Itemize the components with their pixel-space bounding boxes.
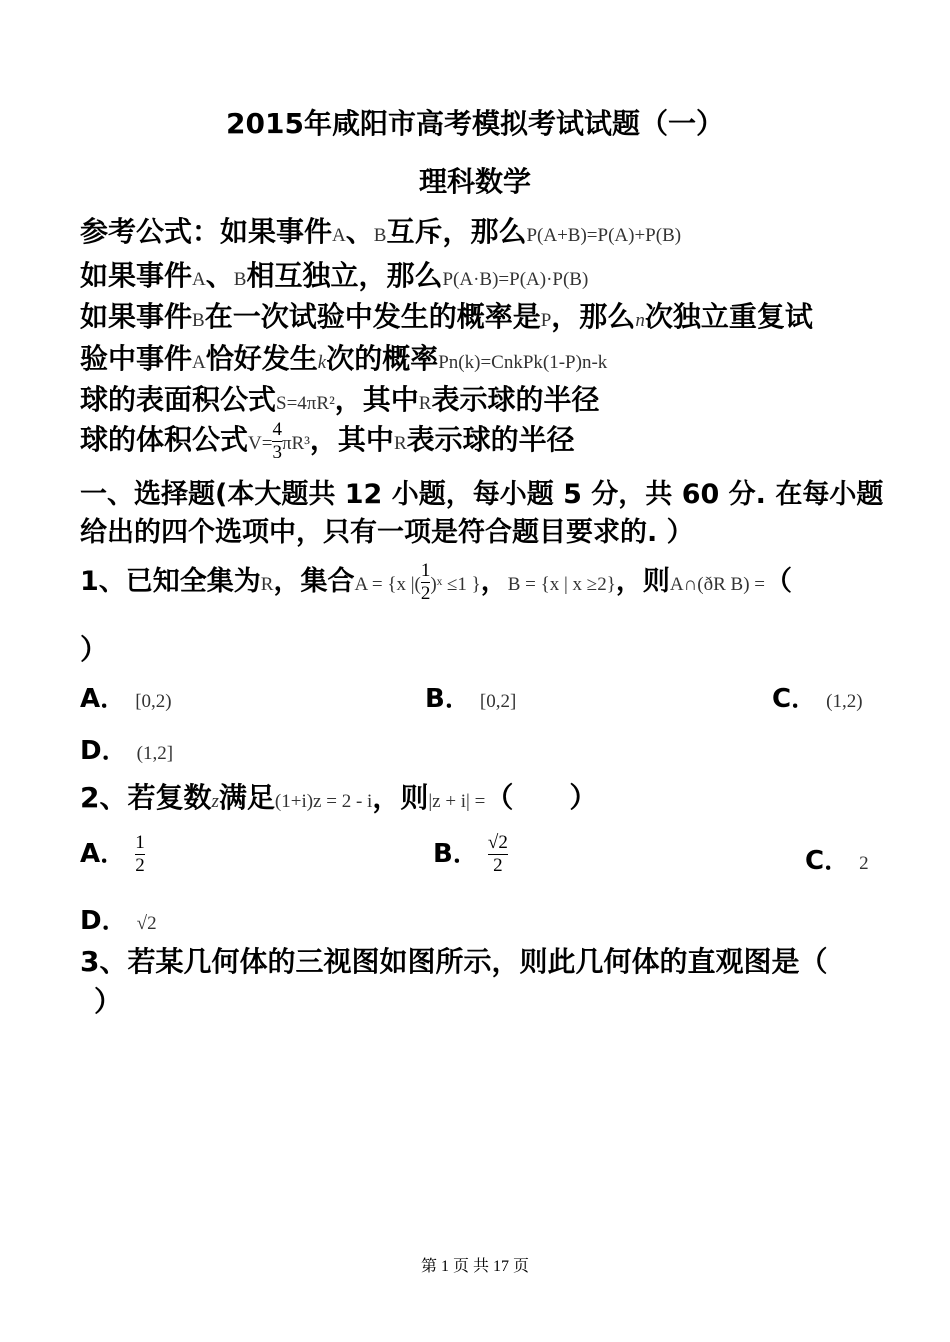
condition: (1+i)z = 2 - i xyxy=(274,791,373,812)
formula-text: 如果事件 xyxy=(80,300,193,333)
separator: 、 xyxy=(345,215,374,248)
formula-line-5 xyxy=(80,378,599,418)
option-value: [0,2) xyxy=(135,691,172,712)
exam-title: 2015年咸阳市高考模拟考试试题（一） xyxy=(226,107,724,140)
option-value: 2 xyxy=(859,853,869,874)
formula-text: 如果事件 xyxy=(80,259,193,292)
question-2 xyxy=(80,776,597,816)
fraction xyxy=(135,832,145,877)
formula-text: 表示球的半径 xyxy=(406,423,575,456)
page-footer: 第 1 页 共 17 页 xyxy=(420,1258,529,1275)
event-b: B xyxy=(233,269,247,290)
option-label: B． xyxy=(425,684,471,714)
option-label: D． xyxy=(80,736,128,766)
formula-line-4 xyxy=(80,337,607,377)
question-3: 3、若某几何体的三视图如图所示，则此几何体的直观图是（ xyxy=(80,945,828,978)
event-b: B xyxy=(373,225,387,246)
q1-option-c[interactable] xyxy=(772,678,863,715)
section-header-line-1: 一、选择题(本大题共 12 小题，每小题 5 分，共 60 分. 在每小题 xyxy=(80,479,884,510)
event-b: B xyxy=(192,310,205,331)
option-value: (1,2] xyxy=(136,743,174,764)
fraction-numerator: 1 xyxy=(135,832,145,853)
q2-option-d[interactable] xyxy=(80,900,157,937)
q1-option-a[interactable] xyxy=(80,678,172,715)
var-r: R xyxy=(260,574,274,595)
q1-option-d[interactable] xyxy=(80,730,173,767)
separator: 、 xyxy=(205,259,234,292)
formula-text: 恰好发生 xyxy=(205,342,318,375)
fraction xyxy=(488,832,508,877)
formula-math: P(A+B)=P(A)+P(B) xyxy=(526,225,682,246)
formula-text: 球的表面积公式 xyxy=(80,383,277,416)
option-value: √2 xyxy=(136,913,157,934)
formula-text: 互斥，那么 xyxy=(386,215,527,248)
answer-paren: （ ） xyxy=(485,781,598,814)
formula-text: 次独立重复试 xyxy=(644,300,813,333)
fraction-denominator: 3 xyxy=(272,441,282,463)
fraction-denominator: 2 xyxy=(135,855,145,876)
fraction xyxy=(272,419,282,464)
question-text: 2、若复数 xyxy=(80,781,212,814)
option-label: A． xyxy=(80,839,127,869)
formula-text: ，其中 xyxy=(334,383,419,416)
expression: A∩(ðR B) = xyxy=(669,574,766,595)
question-1 xyxy=(80,560,792,607)
q2-option-a[interactable] xyxy=(80,832,145,877)
formula-text: 表示球的半径 xyxy=(431,383,600,416)
formula-line-2 xyxy=(80,254,588,294)
formula-math: πR³ xyxy=(281,433,310,454)
probability-p: P xyxy=(540,310,552,331)
fraction-numerator: √2 xyxy=(487,832,508,853)
formula-math: Pn(k)=CnkPk(1-P)n-k xyxy=(438,352,608,373)
formula-line-1 xyxy=(80,210,681,250)
formula-text: 在一次试验中发生的概率是 xyxy=(204,300,541,333)
set-b: B = {x | x ≥2} xyxy=(507,574,616,595)
formula-text: 球的体积公式 xyxy=(80,423,249,456)
fraction-numerator: 1 xyxy=(420,560,431,581)
var-r: R xyxy=(393,433,407,454)
formula-math: V= xyxy=(248,433,273,454)
question-text: 1、已知全集为 xyxy=(80,566,261,597)
var-z: z xyxy=(211,791,219,812)
formula-text: 相互独立，那么 xyxy=(246,259,443,292)
var-n: n xyxy=(635,310,645,331)
question-text: ，则 xyxy=(615,566,670,597)
question-text: 满足 xyxy=(218,781,275,814)
expression: |z + i| = xyxy=(428,791,486,812)
formula-text: 参考公式：如果事件 xyxy=(80,215,333,248)
formula-text: 验中事件 xyxy=(80,342,193,375)
fraction-numerator: 4 xyxy=(272,418,282,440)
option-value: (1,2) xyxy=(826,691,863,712)
formula-text: 次的概率 xyxy=(326,342,439,375)
fraction-half xyxy=(421,560,431,605)
event-a: A xyxy=(192,269,206,290)
formula-line-6 xyxy=(80,418,575,466)
fraction-denominator: 2 xyxy=(420,583,431,604)
question-text: ，则 xyxy=(372,781,429,814)
question-text: ， xyxy=(480,566,508,597)
option-value: [0,2] xyxy=(479,691,517,712)
formula-math: P(A·B)=P(A)·P(B) xyxy=(442,269,589,290)
var-r: R xyxy=(418,393,432,414)
formula-text: ，那么 xyxy=(551,300,636,333)
subject-title: 理科数学 xyxy=(418,165,531,198)
formula-line-3 xyxy=(80,295,813,335)
question-3-close-paren: ） xyxy=(94,985,123,1018)
set-a: )ˣ ≤1 } xyxy=(430,574,481,595)
answer-paren: （ xyxy=(765,566,793,597)
question-text: ，集合 xyxy=(273,566,355,597)
fraction-denominator: 2 xyxy=(493,855,503,876)
question-1-close-paren: ） xyxy=(80,633,109,666)
var-k: k xyxy=(317,352,327,373)
option-label: C． xyxy=(805,846,851,876)
event-a: A xyxy=(332,225,346,246)
q2-option-b[interactable] xyxy=(433,832,508,877)
formula-math: S=4πR² xyxy=(276,393,335,414)
set-a: A = {x |( xyxy=(354,574,421,595)
option-label: D． xyxy=(80,906,128,936)
option-label: A． xyxy=(80,684,127,714)
event-a: A xyxy=(192,352,206,373)
option-label: C． xyxy=(772,684,818,714)
formula-text: ，其中 xyxy=(309,423,394,456)
q2-option-c[interactable] xyxy=(805,840,869,877)
section-header-line-2: 给出的四个选项中，只有一项是符合题目要求的. ） xyxy=(80,517,694,548)
q1-option-b[interactable] xyxy=(425,678,516,715)
option-label: B． xyxy=(433,839,479,869)
